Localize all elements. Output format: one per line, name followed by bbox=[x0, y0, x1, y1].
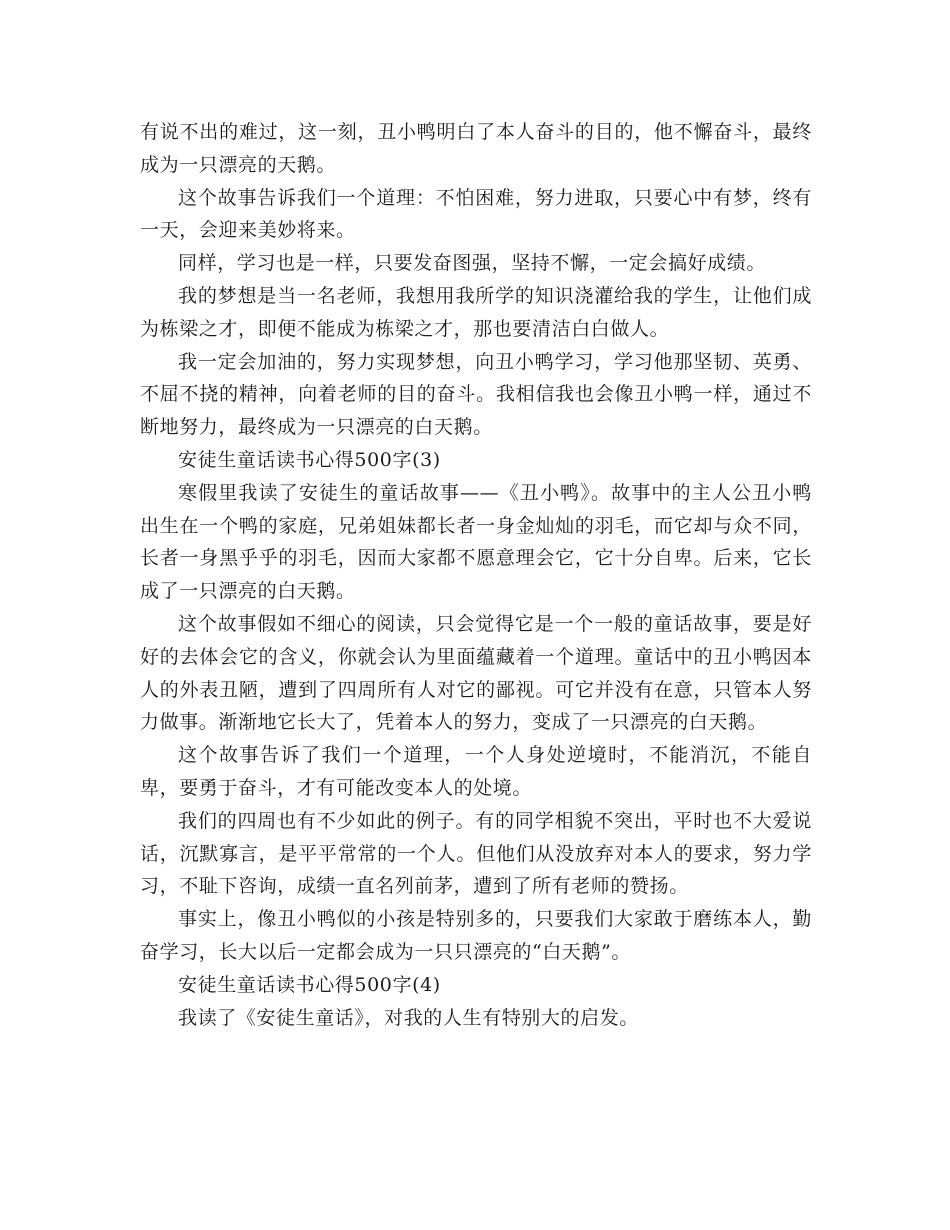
paragraph: 我一定会加油的，努力实现梦想，向丑小鸭学习，学习他那坚韧、英勇、不屈不挠的精神，向着老师的目的奋斗。我相信我也会像丑小鸭一样，通过不断地努力，最终成为一只漂亮的白天鹅。 bbox=[140, 350, 812, 439]
section-heading: 安徒生童话读书心得500字(4) bbox=[178, 973, 441, 996]
paragraph: 同样，学习也是一样，只要发奋图强，坚持不懈，一定会搞好成绩。 bbox=[178, 252, 767, 275]
paragraph: 我们的四周也有不少如此的例子。有的同学相貌不突出，平时也不大爱说话，沉默寡言，是平平常常的一个人。但他们从没放弃对本人的要求，努力学习，不耻下咨询，成绩一直名列前茅，遭到了所有老师的赞扬。 bbox=[140, 809, 812, 898]
paragraph: 寒假里我读了安徒生的童话故事——《丑小鸭》。故事中的主人公丑小鸭出生在一个鸭的家庭，兄弟姐妹都长者一身金灿灿的羽毛，而它却与众不同，长者一身黑乎乎的羽毛，因而大家都不愿意理会它，它十分自卑。后来，它长成了一只漂亮的白天鹅。 bbox=[140, 481, 812, 603]
document-body bbox=[140, 116, 812, 1034]
section-heading: 安徒生童话读书心得500字(3) bbox=[178, 448, 441, 471]
paragraph: 这个故事假如不细心的阅读，只会觉得它是一个一般的童话故事，要是好好的去体会它的含义，你就会认为里面蕴藏着一个道理。童话中的丑小鸭因本人的外表丑陋，遭到了四周所有人对它的鄙视。可它并没有在意，只管本人努力做事。渐渐地它长大了，凭着本人的努力，变成了一只漂亮的白天鹅。 bbox=[140, 612, 812, 734]
paragraph: 这个故事告诉了我们一个道理，一个人身处逆境时，不能消沉，不能自卑，要勇于奋斗，才有可能改变本人的处境。 bbox=[140, 744, 812, 799]
paragraph: 事实上，像丑小鸭似的小孩是特别多的，只要我们大家敢于磨练本人，勤奋学习，长大以后一定都会成为一只只漂亮的“白天鹅”。 bbox=[140, 908, 812, 963]
paragraph: 有说不出的难过，这一刻，丑小鸭明白了本人奋斗的目的，他不懈奋斗，最终成为一只漂亮的天鹅。 bbox=[140, 121, 812, 176]
paragraph: 我的梦想是当一名老师，我想用我所学的知识浇灌给我的学生，让他们成为栋梁之才，即便不能成为栋梁之才，那也要清洁白白做人。 bbox=[140, 284, 812, 340]
paragraph: 这个故事告诉我们一个道理：不怕困难，努力进取，只要心中有梦，终有一天，会迎来美妙将来。 bbox=[140, 186, 812, 242]
paragraph: 我读了《安徒生童话》，对我的人生有特别大的启发。 bbox=[178, 1006, 639, 1029]
